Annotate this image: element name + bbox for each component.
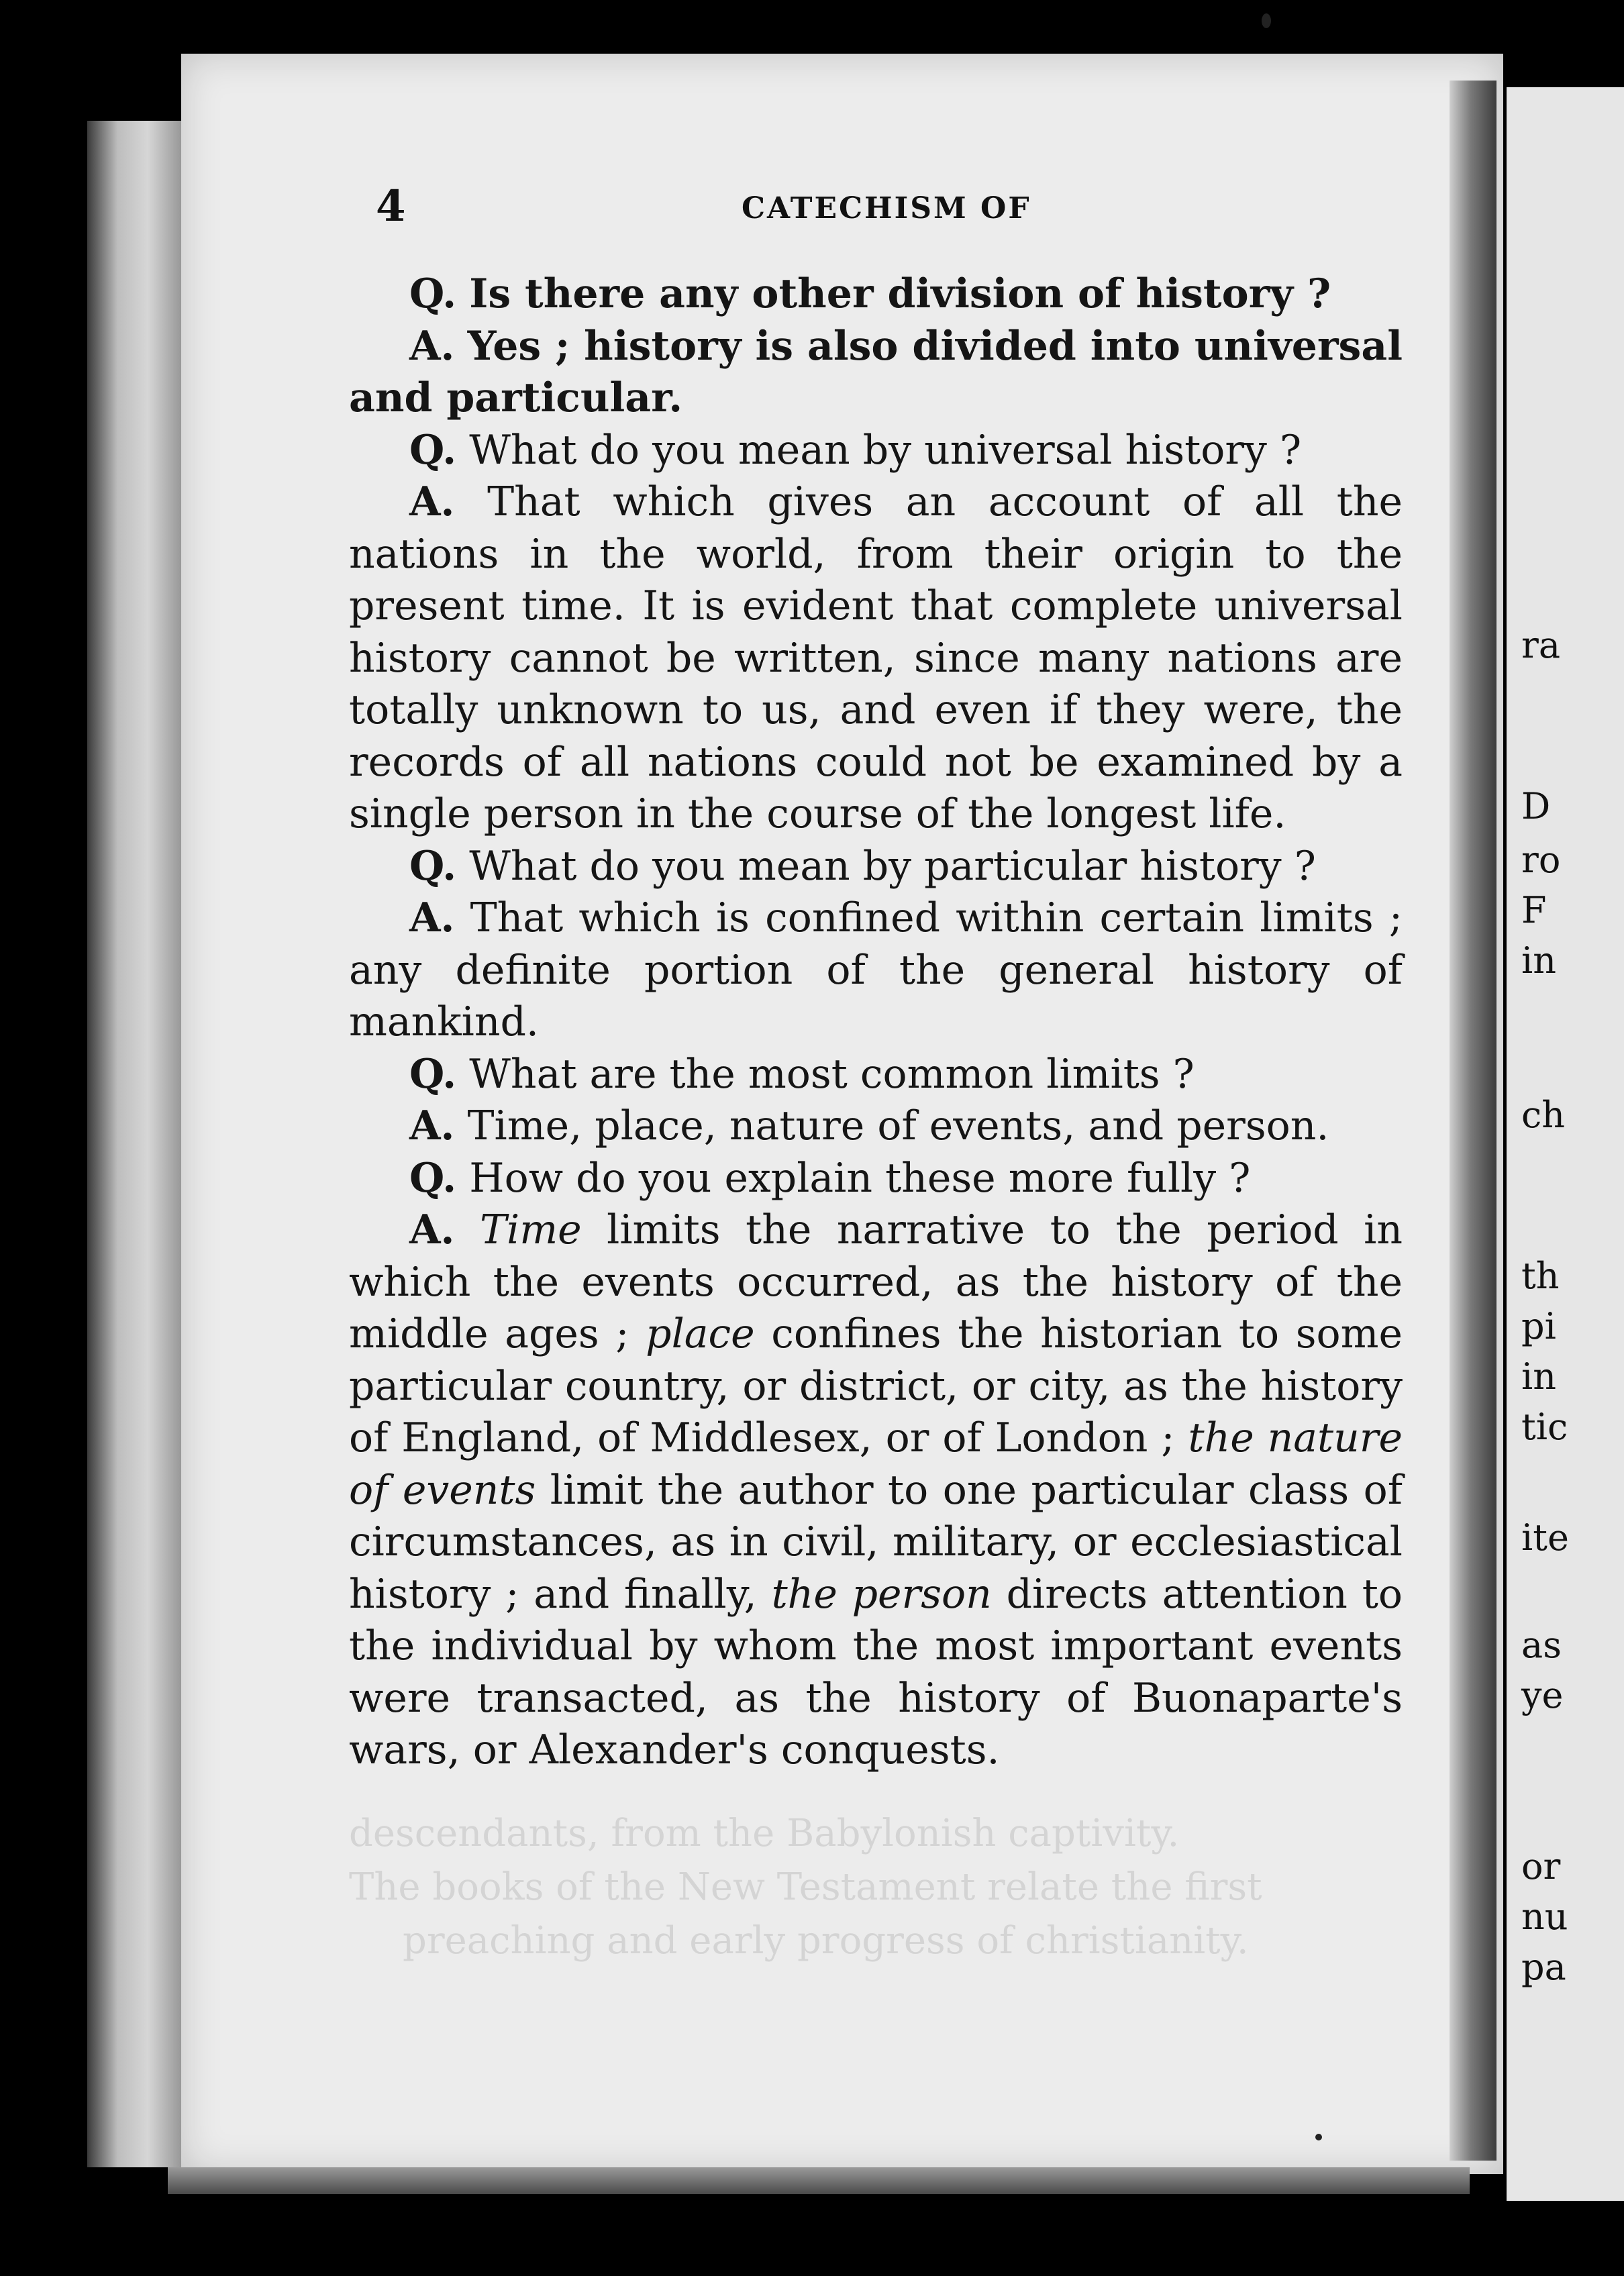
paragraph-text: How do you explain these more fully ? [469,1154,1251,1202]
adjacent-fragment: ye [1521,1674,1564,1716]
page-bottom-edge [168,2167,1470,2194]
paper-speck [1315,2134,1322,2140]
adjacent-fragment: ra [1521,624,1561,666]
adjacent-fragment: in [1521,1355,1557,1398]
paragraph-text: What do you mean by universal history ? [469,426,1302,474]
paragraph-text: directs attention to the individual by whom the most important events were transacted, as the history of Buonaparte's wars, or Alexander's conquests. [349,1570,1403,1773]
answer-paragraph [349,1204,1403,1777]
adjacent-fragment: ro [1521,839,1561,881]
adjacent-fragment: tic [1521,1406,1568,1448]
paragraph-text: limit the author to one particular class of circumstances, as in civil, military, or ecclesiastical history ; and finally, [349,1466,1403,1618]
question-paragraph [349,425,1403,477]
paragraph-text: limits the narrative to the period in which the events occurred, as the history of the middle ages ; [349,1206,1403,1357]
book-binding [87,121,188,2167]
answer-paragraph [349,476,1403,841]
answer-paragraph [349,321,1403,425]
q-marker: Q. [409,842,457,890]
q-marker: Q. [409,426,457,474]
adjacent-fragment: ite [1521,1516,1569,1559]
page-number: 4 [376,181,406,231]
paragraph-text: confines the historian to some particular country, or district, or city, as the history of England, of Middlesex, or of London ; [349,1310,1403,1461]
adjacent-fragment: nu [1521,1896,1568,1938]
paragraph-text: Yes ; history is also divided into universal and particular. [349,322,1403,421]
adjacent-fragment: pi [1521,1305,1556,1347]
a-marker: A. [409,478,455,525]
paragraph-text: That which gives an account of all the nations in the world, from their origin to the present time. It is evident that complete universal history cannot be written, since many nations are totally unknown to us, and even if they were, the records of all nations could not be examined by a single person in the course of the longest life. [349,478,1403,837]
adjacent-fragment: as [1521,1624,1562,1666]
adjacent-fragment: in [1521,939,1557,982]
adjacent-fragment: F [1521,889,1547,931]
adjacent-fragment: th [1521,1255,1560,1297]
paragraph-text: What do you mean by particular history ? [469,842,1316,890]
q-marker: Q. [409,1154,457,1202]
bleed-through: preaching and early progress of christianity. [403,1919,1249,1963]
q-marker: Q. [409,1050,457,1098]
bleed-through: descendants, from the Babylonish captivity. [349,1812,1180,1855]
bleed-through: The books of the New Testament relate the first [349,1865,1262,1909]
adjacent-fragment: pa [1521,1946,1566,1988]
italic-term-place: place [646,1310,755,1357]
answer-paragraph [349,1100,1403,1153]
italic-term-nature: the nature of events [349,1414,1403,1514]
adjacent-fragment: ch [1521,1094,1566,1136]
question-paragraph [349,268,1403,321]
paragraph-text: Is there any other division of history ? [469,270,1331,317]
adjacent-page [1507,87,1624,2201]
a-marker: A. [409,1102,455,1149]
question-paragraph [349,1153,1403,1205]
paragraph-text: That which is confined within certain limits ; any definite portion of the general history of mankind. [349,894,1403,1045]
adjacent-fragment: or [1521,1845,1561,1887]
question-paragraph [349,1049,1403,1101]
a-marker: A. [409,894,455,941]
running-head: CATECHISM OF [742,191,1031,225]
italic-term-person: the person [771,1570,992,1618]
paragraph-text: Time, place, nature of events, and person. [467,1102,1329,1149]
scan-background [0,0,101,2276]
paper-speck [1262,13,1271,28]
italic-term-time: Time [480,1206,582,1253]
adjacent-fragment: D [1521,785,1551,827]
paragraph-text: What are the most common limits ? [469,1050,1195,1098]
body-text [349,268,1403,1777]
a-marker: A. [409,1206,455,1253]
question-paragraph [349,841,1403,893]
answer-paragraph [349,892,1403,1049]
a-marker: A. [409,322,455,370]
q-marker: Q. [409,270,457,317]
page-gutter [1450,81,1496,2161]
